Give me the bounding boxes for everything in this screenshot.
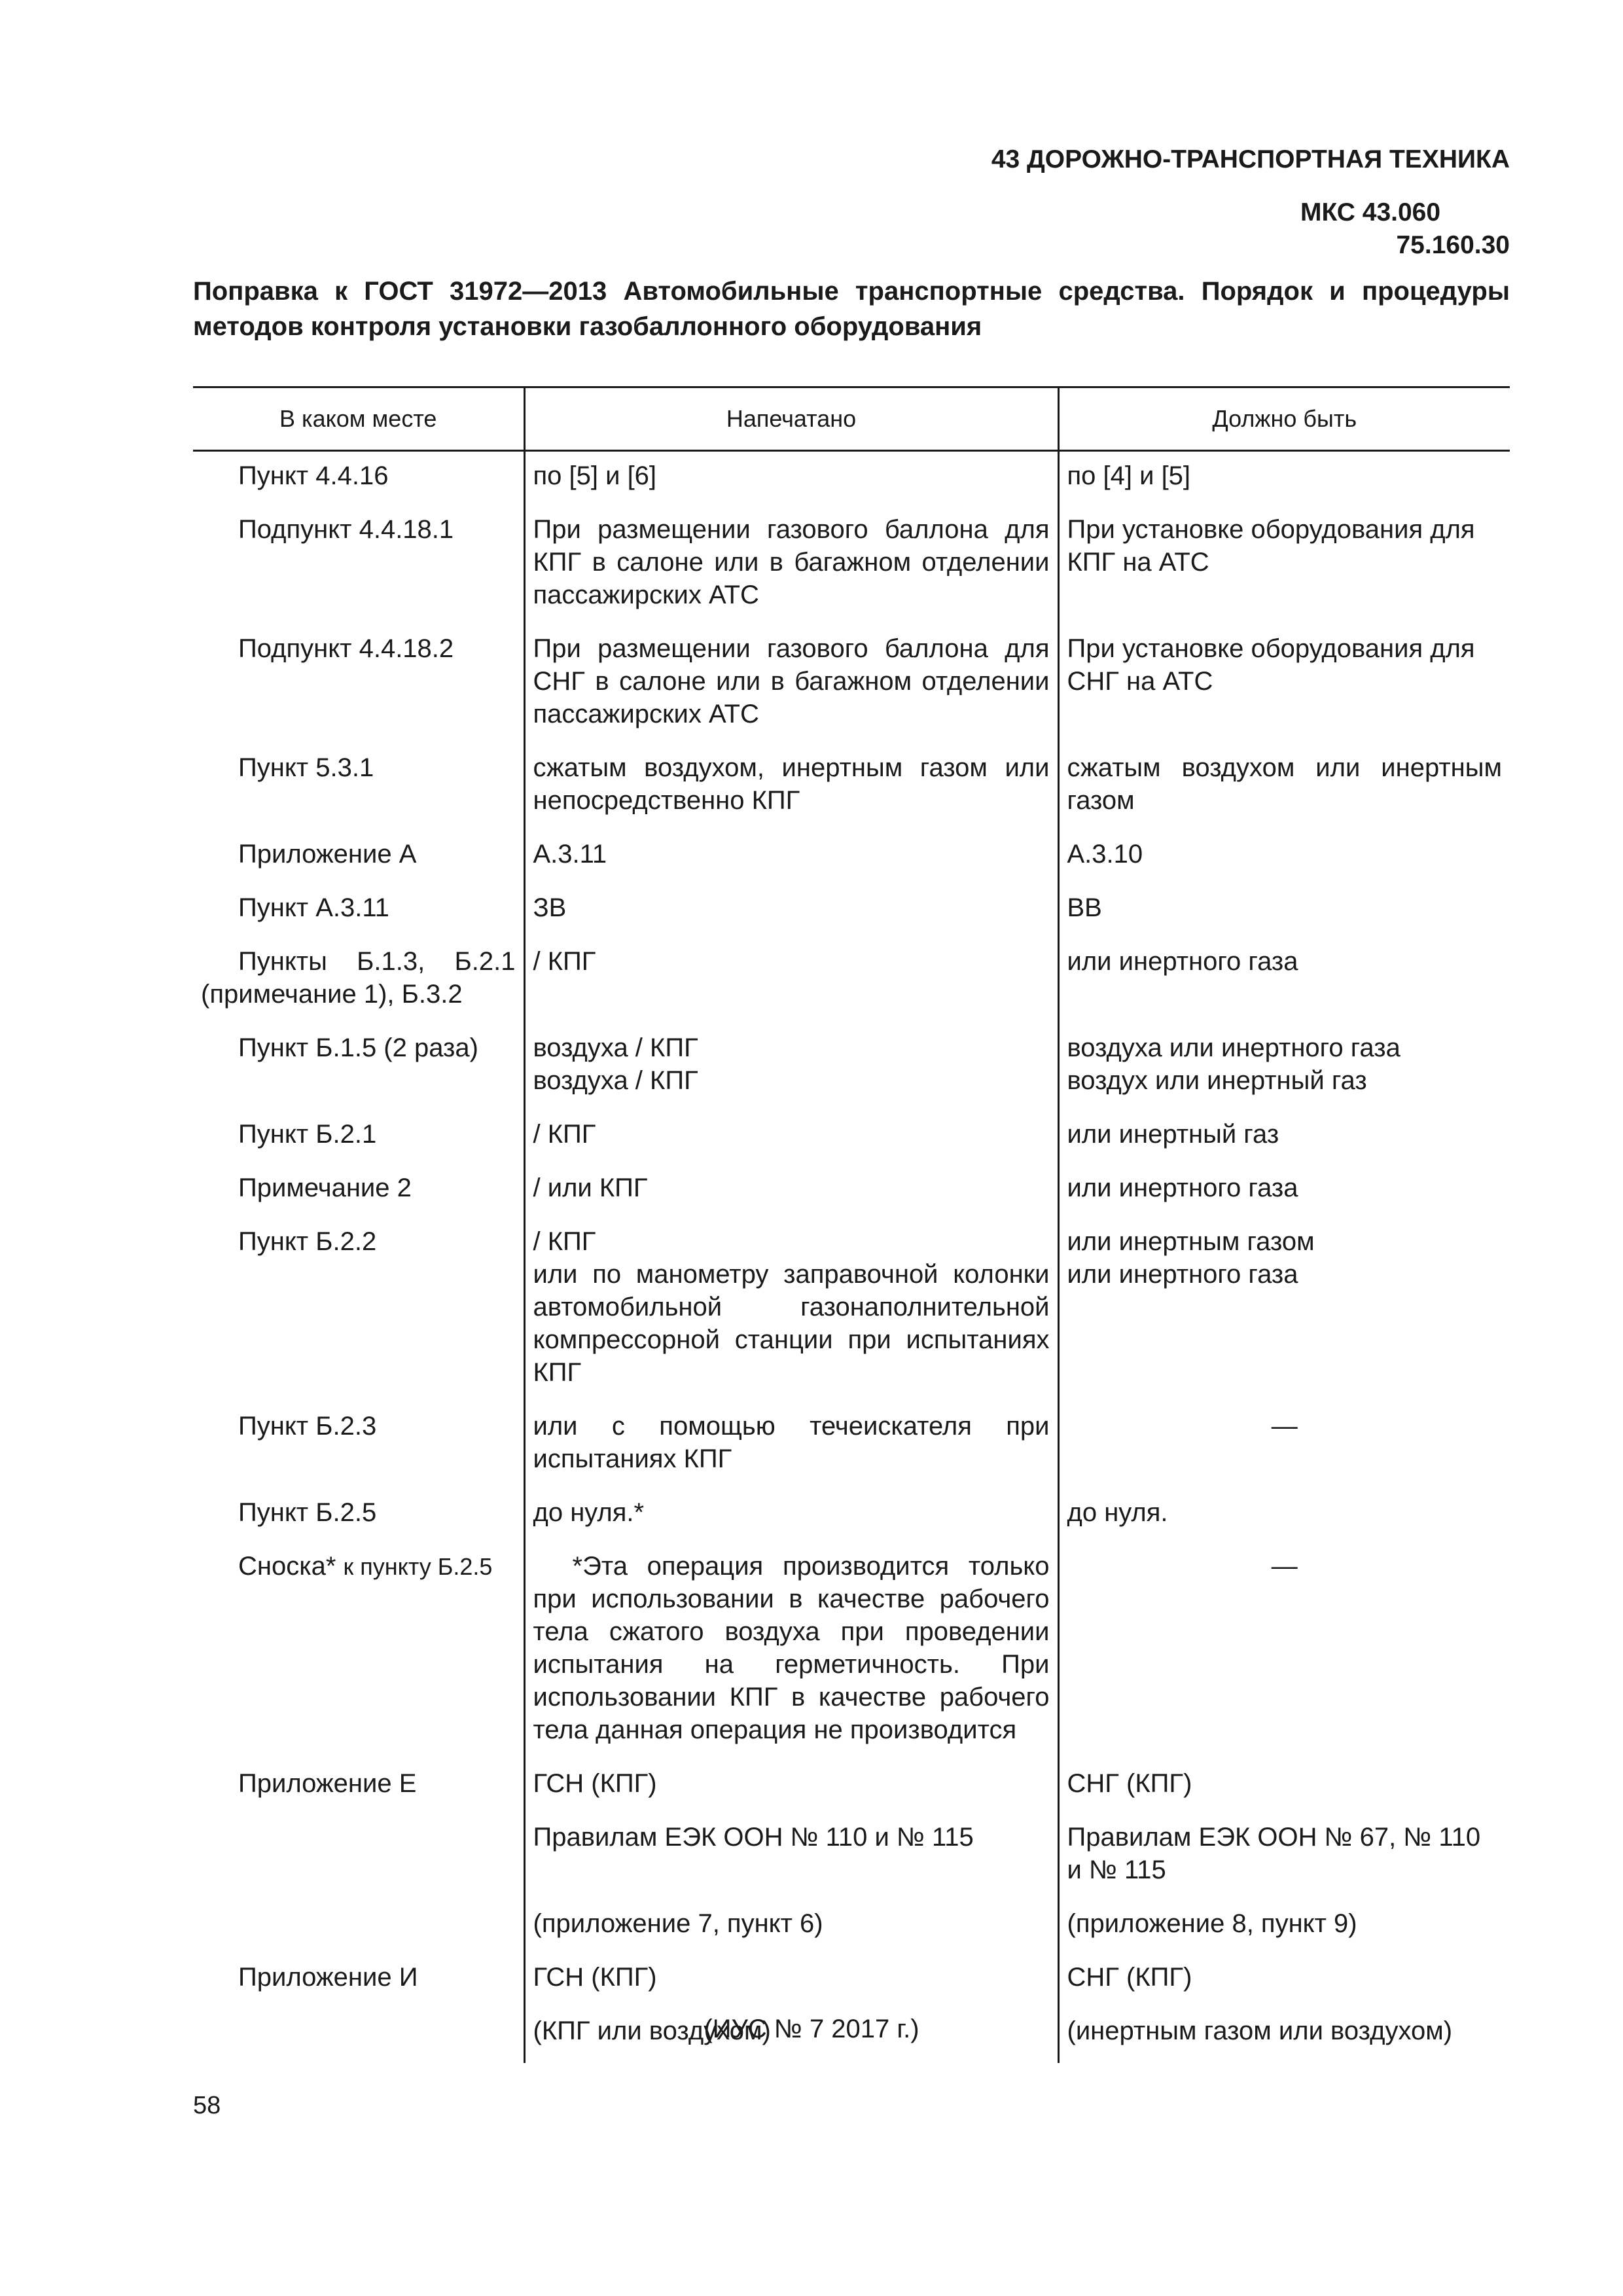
cell-where: Пункт Б.1.5 (2 раза) xyxy=(238,1033,478,1062)
table-row xyxy=(193,833,1510,886)
table-header-row xyxy=(193,387,1510,451)
cell-where-small: к пункту Б.2.5 xyxy=(343,1553,493,1580)
cell-where: Пункт 5.3.1 xyxy=(238,753,374,782)
cell-where: Приложение Е xyxy=(238,1769,417,1798)
cell-where: Пункт А.3.11 xyxy=(238,893,389,922)
cell-printed: или с помощью течеискателя при испытаниях КПГ xyxy=(524,1405,1058,1491)
cell-printed xyxy=(524,1220,1058,1405)
table-row xyxy=(193,627,1510,746)
column-header-printed: Напечатано xyxy=(524,387,1058,451)
cell-printed: по [5] и [6] xyxy=(524,451,1058,509)
cell-printed-line1: воздуха / КПГ xyxy=(533,1033,698,1062)
cell-where-line2: (примечание 1), Б.3.2 xyxy=(201,980,463,1009)
cell-where-line1: Пункты Б.1.3, Б.2.1 xyxy=(238,947,516,976)
cell-should: сжатым воздухом или инертным газом xyxy=(1058,746,1510,833)
cell-printed: А.3.11 xyxy=(524,833,1058,886)
cell-should: (инертным газом или воздухом) xyxy=(1058,2009,1510,2063)
cell-should: по [4] и [5] xyxy=(1058,451,1510,509)
page-number: 58 xyxy=(193,2092,221,2119)
cell-printed: ЗВ xyxy=(524,886,1058,940)
cell-where: Приложение А xyxy=(238,840,417,869)
cell-printed: При размещении газового баллона для КПГ в салоне или в багажном отделении пассажирских АТС xyxy=(524,508,1058,627)
table-row xyxy=(193,508,1510,627)
cell-should-line2: или инертного газа xyxy=(1067,1260,1298,1289)
cell-where xyxy=(193,1816,524,1902)
cell-printed: / или КПГ xyxy=(524,1166,1058,1220)
cell-should: или инертного газа xyxy=(1058,1166,1510,1220)
cell-printed: ГСН (КПГ) xyxy=(524,1956,1058,2009)
cell-printed-line2: или по манометру заправочной колонки автомобильной газонаполнительной компрессорной станции при испытаниях КПГ xyxy=(533,1260,1050,1387)
cell-should xyxy=(1058,1220,1510,1405)
cell-should-line1: или инертным газом xyxy=(1067,1227,1315,1256)
mks-code-line1: МКС 43.060 xyxy=(1300,198,1441,226)
cell-printed-line2: воздуха / КПГ xyxy=(533,1066,698,1095)
cell-printed: (КПГ или воздухом) xyxy=(524,2009,1058,2063)
cell-should-line2: воздух или инертный газ xyxy=(1067,1066,1367,1095)
cell-should: до нуля. xyxy=(1058,1491,1510,1545)
cell-where: Подпункт 4.4.18.1 xyxy=(238,515,454,544)
mks-code-line2: 75.160.30 xyxy=(1396,231,1510,259)
section-heading: 43 ДОРОЖНО-ТРАНСПОРТНАЯ ТЕХНИКА xyxy=(991,145,1510,173)
cell-printed: При размещении газового баллона для СНГ в салоне или в багажном отделении пассажирских АТС xyxy=(524,627,1058,746)
column-header-should: Должно быть xyxy=(1058,387,1510,451)
table-row xyxy=(193,1816,1510,1902)
footer-issue-reference: (ИУС № 7 2017 г.) xyxy=(704,2015,919,2043)
cell-where: Примечание 2 xyxy=(238,1174,412,1202)
cell-where xyxy=(193,1902,524,1956)
table-row xyxy=(193,1762,1510,1816)
cell-should-line1: воздуха или инертного газа xyxy=(1067,1033,1400,1062)
cell-should: При установке оборудования для КПГ на АТС xyxy=(1058,508,1510,627)
cell-where xyxy=(193,940,524,1026)
table-row xyxy=(193,1113,1510,1166)
cell-where: Подпункт 4.4.18.2 xyxy=(238,634,454,663)
cell-where xyxy=(193,1545,524,1762)
cell-printed: сжатым воздухом, инертным газом или непосредственно КПГ xyxy=(524,746,1058,833)
cell-where: Пункт 4.4.16 xyxy=(238,461,389,490)
document-title: Поправка к ГОСТ 31972—2013 Автомобильные транспортные средства. Порядок и процедуры методов контроля установки газобаллонного оборудования xyxy=(193,277,1510,341)
cell-where: Пункт Б.2.5 xyxy=(238,1498,377,1527)
cell-printed: до нуля.* xyxy=(524,1491,1058,1545)
cell-where: Приложение И xyxy=(238,1963,418,1992)
table-row xyxy=(193,1026,1510,1113)
cell-should: — xyxy=(1058,1545,1510,1762)
cell-should: — xyxy=(1058,1405,1510,1491)
table-row xyxy=(193,886,1510,940)
cell-should: СНГ (КПГ) xyxy=(1058,1956,1510,2009)
table-row xyxy=(193,940,1510,1026)
cell-should: А.3.10 xyxy=(1058,833,1510,886)
table-row xyxy=(193,451,1510,509)
cell-should xyxy=(1058,1026,1510,1113)
cell-printed: (приложение 7, пункт 6) xyxy=(524,1902,1058,1956)
cell-should: Правилам ЕЭК ООН № 67, № 110 и № 115 xyxy=(1058,1816,1510,1902)
cell-printed xyxy=(524,1026,1058,1113)
cell-should: СНГ (КПГ) xyxy=(1058,1762,1510,1816)
cell-should: или инертного газа xyxy=(1058,940,1510,1026)
cell-should: ВВ xyxy=(1058,886,1510,940)
cell-where: Пункт Б.2.3 xyxy=(238,1412,377,1441)
corrections-table xyxy=(193,386,1510,2063)
cell-printed-line1: / КПГ xyxy=(533,1227,596,1256)
table-row xyxy=(193,1166,1510,1220)
cell-where: Пункт Б.2.2 xyxy=(238,1227,377,1256)
cell-should: (приложение 8, пункт 9) xyxy=(1058,1902,1510,1956)
cell-printed: *Эта операция производится только при использовании в качестве рабочего тела сжатого воздуха при проведении испытания на герметичность. При использовании КПГ в качестве рабочего тела данная операция не производится xyxy=(524,1545,1058,1762)
cell-where-main: Сноска* xyxy=(238,1552,336,1581)
table-row xyxy=(193,1956,1510,2009)
column-header-where: В каком месте xyxy=(193,387,524,451)
cell-printed: Правилам ЕЭК ООН № 110 и № 115 xyxy=(524,1816,1058,1902)
table-row xyxy=(193,746,1510,833)
table-row xyxy=(193,1545,1510,1762)
cell-printed: ГСН (КПГ) xyxy=(524,1762,1058,1816)
classification-codes xyxy=(1300,196,1510,262)
cell-should: или инертный газ xyxy=(1058,1113,1510,1166)
cell-printed: / КПГ xyxy=(524,940,1058,1026)
table-row xyxy=(193,1491,1510,1545)
table-row xyxy=(193,1902,1510,1956)
table-row xyxy=(193,1220,1510,1405)
table-row xyxy=(193,1405,1510,1491)
cell-printed: / КПГ xyxy=(524,1113,1058,1166)
cell-where: Пункт Б.2.1 xyxy=(238,1120,377,1149)
cell-should: При установке оборудования для СНГ на АТС xyxy=(1058,627,1510,746)
